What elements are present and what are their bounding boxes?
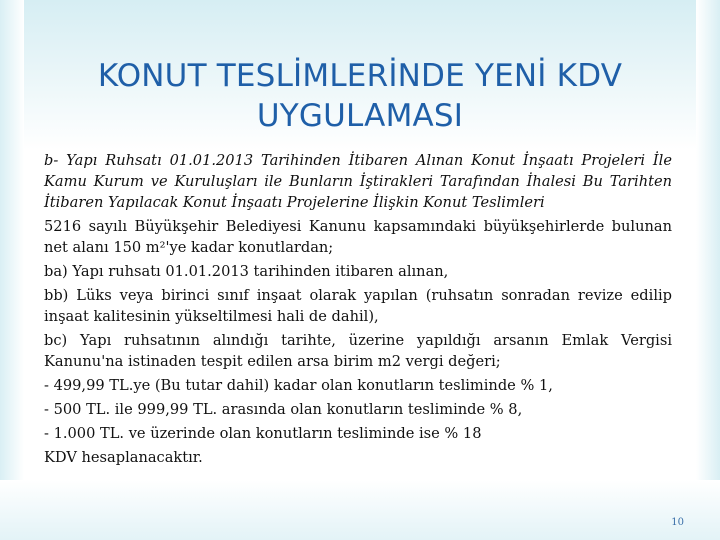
rate-line-1-percent: - 499,99 TL.ye (Bu tutar dahil) kadar olan konutların tesliminde % 1, — [44, 377, 553, 394]
item-ba: ba) Yapı ruhsatı 01.01.2013 tarihinden itibaren alınan, — [44, 263, 449, 280]
slide-title — [40, 56, 680, 136]
slide-title-line-2: UYGULAMASI — [256, 98, 464, 134]
slide-title-line-1: KONUT TESLİMLERİNDE YENİ KDV — [97, 58, 623, 94]
section-heading-b: b- Yapı Ruhsatı 01.01.2013 Tarihinden İtibaren Alınan Konut İnşaatı Projeleri İle Kamu Kurum ve Kuruluşları ile Bunların İştirakleri Tarafından İhalesi Bu Tarihten İtibaren Yapılacak Konut İnşaatı Projelerine İlişkin Konut Teslimleri — [44, 152, 672, 211]
background-bottom-gradient — [0, 480, 720, 540]
slide-number: 10 — [671, 517, 684, 528]
closing-line: KDV hesaplanacaktır. — [44, 449, 203, 466]
item-bb: bb) Lüks veya birinci sınıf inşaat olarak yapılan (ruhsatın sonradan revize edilip inşaat kalitesinin yükseltilmesi hali de dahil), — [44, 287, 672, 325]
rate-line-18-percent: - 1.000 TL. ve üzerinde olan konutların tesliminde ise % 18 — [44, 425, 482, 442]
background-right-gradient — [696, 0, 720, 540]
item-bc: bc) Yapı ruhsatının alındığı tarihte, üzerine yapıldığı arsanın Emlak Vergisi Kanunu'na istinaden tespit edilen arsa birim m2 vergi değeri; — [44, 332, 672, 370]
background-left-gradient — [0, 0, 24, 540]
paragraph-5216-law: 5216 sayılı Büyükşehir Belediyesi Kanunu kapsamındaki büyükşehirlerde bulunan net alanı 150 m²'ye kadar konutlardan; — [44, 218, 672, 256]
rate-line-8-percent: - 500 TL. ile 999,99 TL. arasında olan konutların tesliminde % 8, — [44, 401, 523, 418]
slide-body — [44, 150, 672, 471]
